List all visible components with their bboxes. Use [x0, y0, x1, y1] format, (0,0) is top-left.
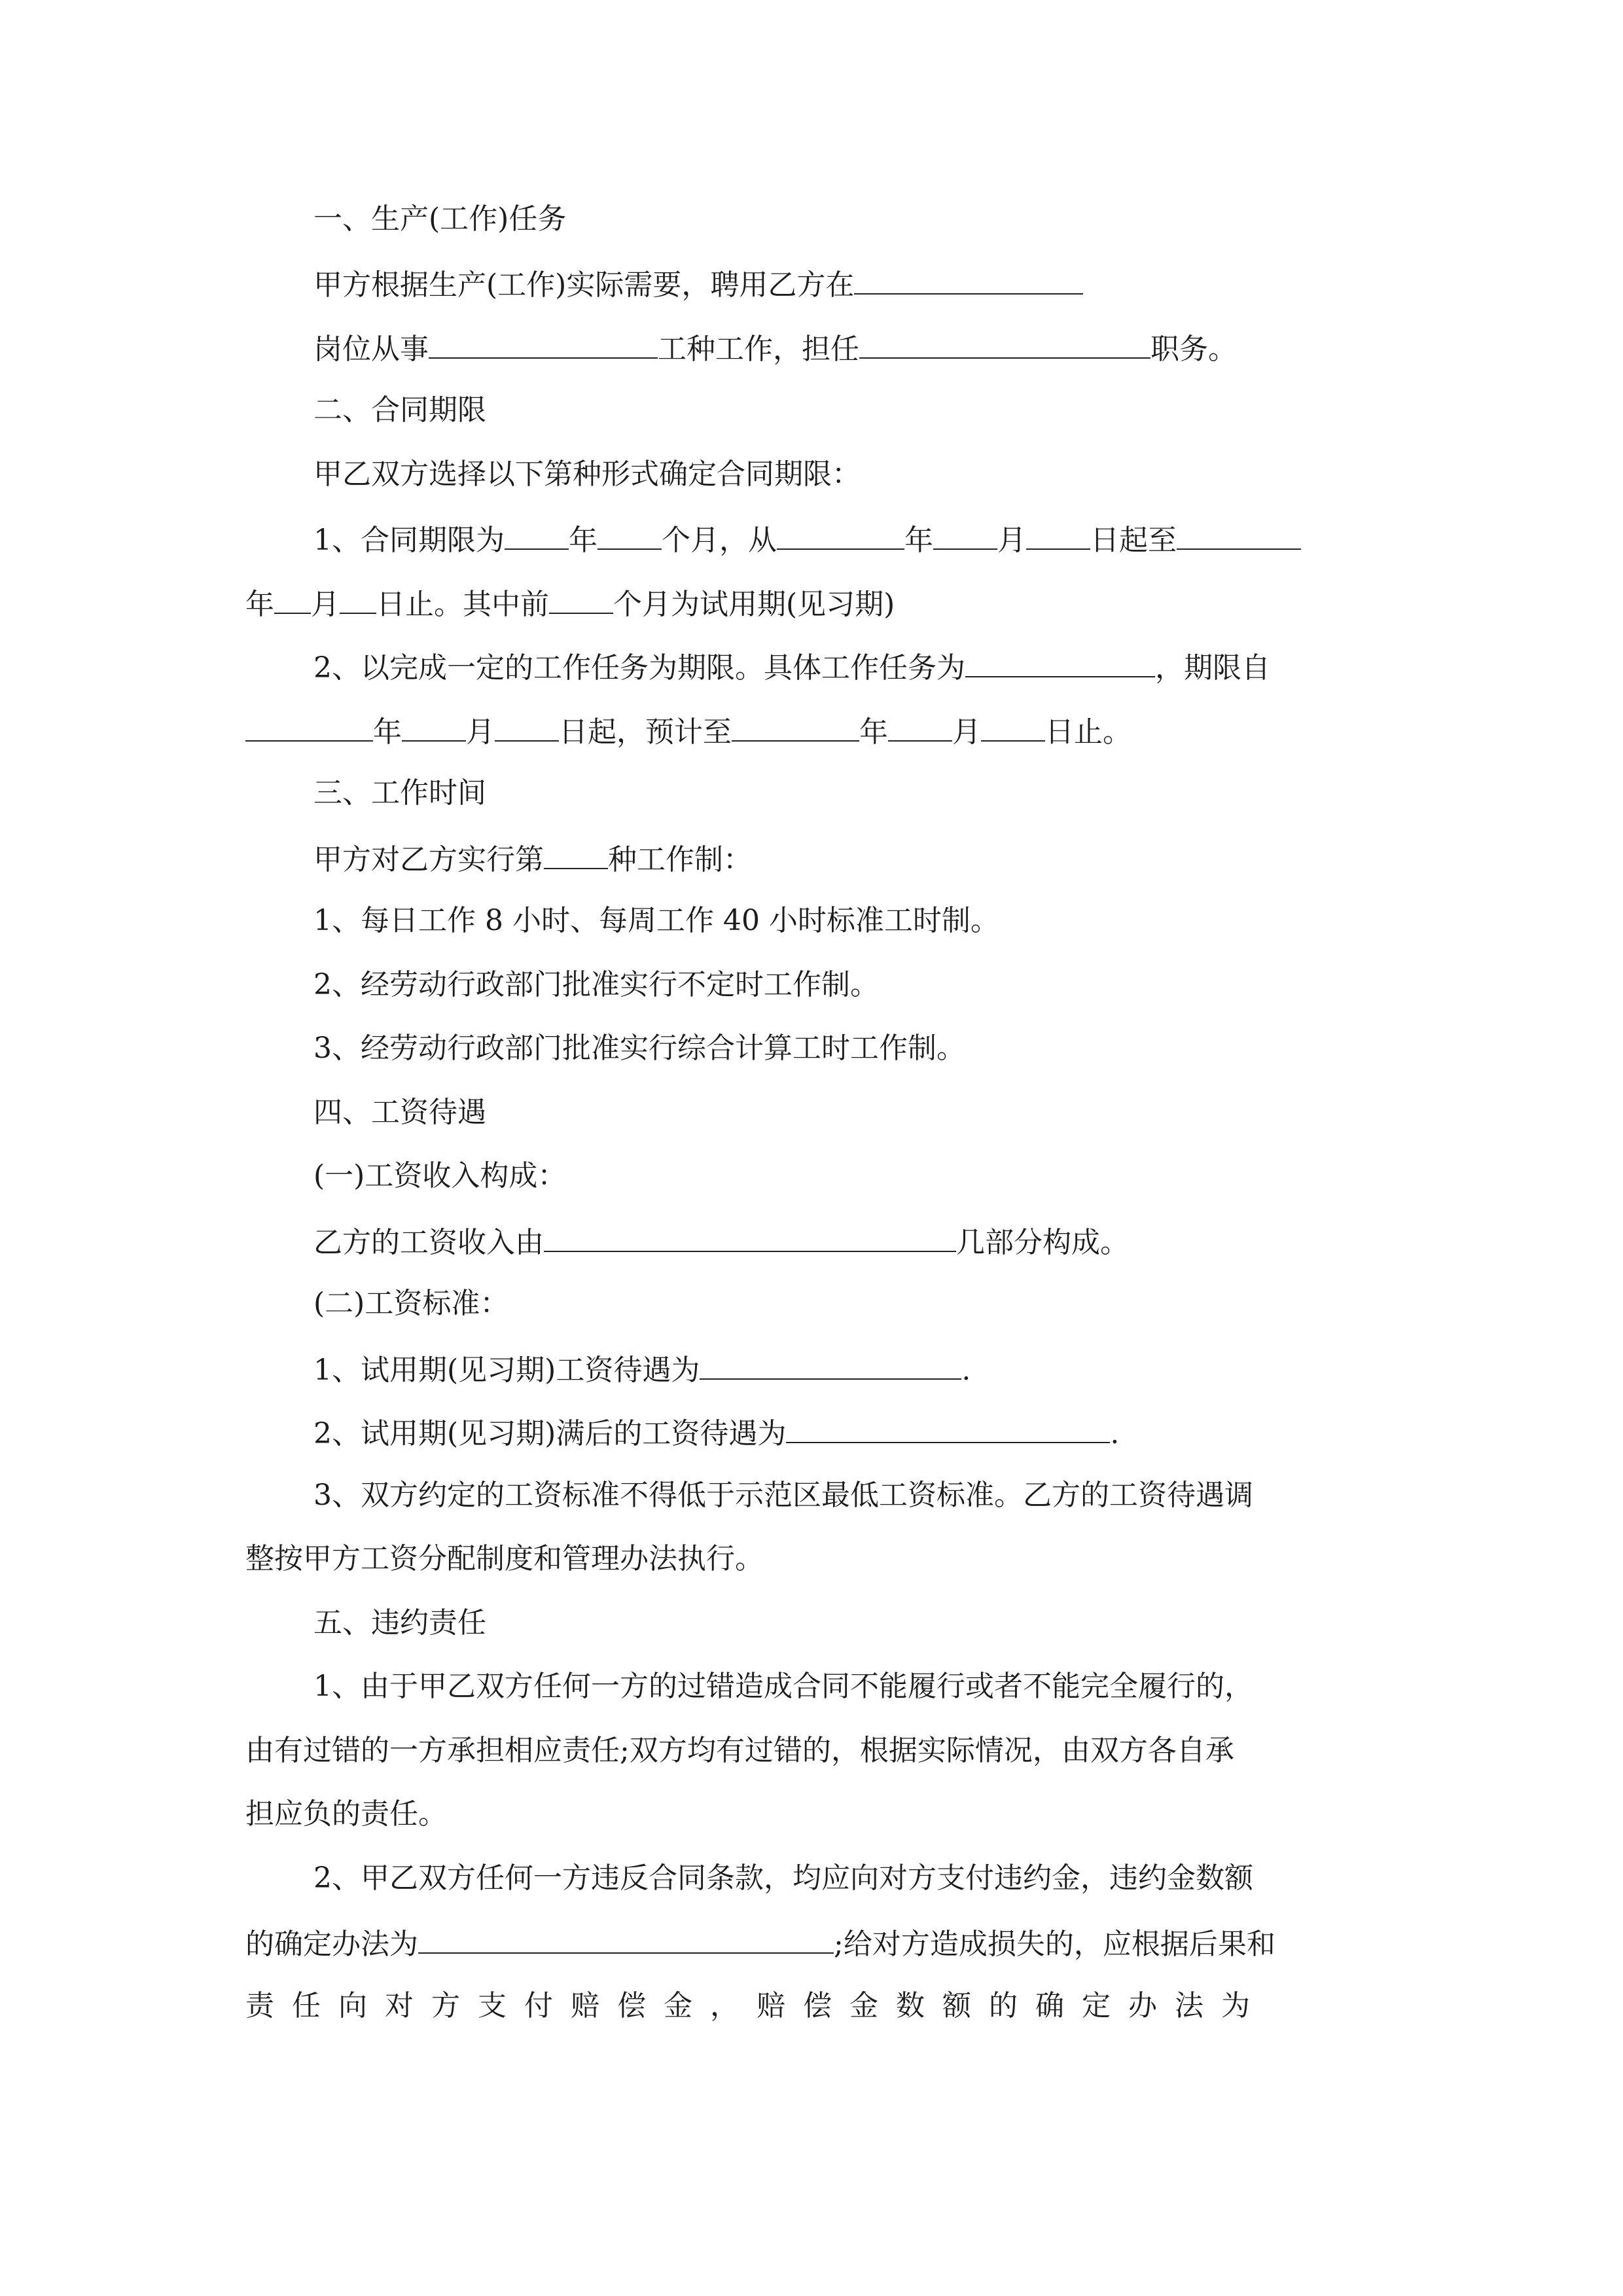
paragraph-line: [313, 1284, 508, 1323]
paragraph-line: [313, 838, 752, 877]
text-run: 2、甲乙双方任何一方违反合同条款，均应向对方支付违约金，违约金数额: [313, 1861, 1253, 1895]
text-run: 职务。: [1150, 332, 1237, 366]
paragraph-line: [245, 1731, 1234, 1770]
fill-blank[interactable]: [544, 838, 608, 869]
text-run: .: [1110, 1417, 1120, 1450]
text-run: 3、双方约定的工资标准不得低于示范区最低工资标准。乙方的工资待遇调: [313, 1479, 1253, 1512]
fill-blank[interactable]: [505, 518, 569, 550]
text-run: 整按甲方工资分配制度和管理办法执行。: [245, 1542, 764, 1575]
text-run: 3、经劳动行政部门批准实行综合计算工时工作制。: [313, 1031, 965, 1065]
fill-blank[interactable]: [777, 518, 904, 550]
fill-blank[interactable]: [1177, 518, 1301, 550]
text-run: 担应负的责任。: [245, 1797, 447, 1831]
text-run: 1、每日工作 8 小时、每周工作 40 小时标准工时制。: [313, 904, 999, 937]
paragraph-line: [245, 710, 1132, 749]
fill-blank[interactable]: [340, 583, 376, 614]
text-run: 的确定办法为: [245, 1928, 418, 1961]
fill-blank[interactable]: [732, 710, 859, 742]
section-heading-hours: [313, 774, 486, 813]
paragraph-line: [313, 327, 1237, 367]
text-run: 由有过错的一方承担相应责任;双方均有过错的，根据实际情况，由双方各自承: [245, 1734, 1234, 1767]
paragraph-line: [313, 1029, 965, 1068]
text-run: 日起，预计至: [559, 715, 732, 749]
text-run: 日起至: [1090, 524, 1177, 557]
section-heading-text: 四、工资待遇: [313, 1096, 486, 1129]
paragraph-line: [313, 1221, 1129, 1260]
text-run: (二)工资标准：: [313, 1287, 509, 1320]
fill-blank[interactable]: [859, 327, 1150, 359]
text-run: 岗位从事: [313, 332, 429, 366]
text-run: 几部分构成。: [956, 1226, 1129, 1259]
paragraph-line: [313, 1157, 566, 1196]
section-heading-text: 五、违约责任: [313, 1606, 486, 1640]
paragraph-line: [313, 901, 999, 941]
text-run: 年: [904, 524, 933, 557]
text-run: 2、经劳动行政部门批准实行不定时工作制。: [313, 968, 879, 1001]
text-run: 乙方的工资收入由: [313, 1226, 544, 1259]
text-run: 年: [245, 588, 274, 621]
paragraph-line: [245, 1795, 447, 1834]
text-run: 月: [952, 715, 981, 749]
text-run: ;给对方造成损失的，应根据后果和: [834, 1928, 1275, 1961]
text-run: (一)工资收入构成：: [313, 1159, 567, 1193]
section-heading-text: 三、工作时间: [313, 776, 486, 810]
text-run: 责任向对方支付赔偿金，赔偿金数额的确定办法为: [245, 1989, 1268, 2022]
paragraph-line: [313, 1859, 1253, 1898]
fill-blank[interactable]: [418, 1922, 834, 1954]
paragraph-line: [313, 965, 879, 1005]
section-heading-liability: [313, 1604, 486, 1643]
text-run: ，期限自: [1155, 651, 1270, 685]
paragraph-line: [313, 1476, 1253, 1515]
text-run: 工种工作，担任: [658, 332, 859, 366]
fill-blank[interactable]: [888, 710, 952, 742]
text-run: 日止。其中前: [376, 588, 549, 621]
paragraph-line: [313, 646, 1270, 685]
text-run: 甲方根据生产(工作)实际需要，聘用乙方在: [313, 268, 855, 302]
fill-blank[interactable]: [274, 583, 311, 614]
fill-blank[interactable]: [965, 646, 1155, 677]
fill-blank[interactable]: [245, 710, 373, 742]
fill-blank[interactable]: [402, 710, 466, 742]
paragraph-line: [313, 518, 1301, 558]
paragraph-line: [313, 455, 861, 494]
paragraph-line: [245, 583, 895, 622]
text-run: 2、试用期(见习期)满后的工资待遇为: [313, 1417, 787, 1450]
paragraph-line: [313, 263, 1083, 302]
paragraph-line: [245, 1539, 764, 1579]
section-heading-wages: [313, 1093, 486, 1132]
paragraph-line: [313, 1348, 971, 1388]
text-run: 月: [997, 524, 1026, 557]
text-run: 年: [859, 715, 888, 749]
fill-blank[interactable]: [549, 583, 613, 614]
text-run: 1、由于甲乙双方任何一方的过错造成合同不能履行或者不能完全履行的，: [313, 1670, 1253, 1703]
paragraph-line: [313, 1667, 1253, 1706]
fill-blank[interactable]: [981, 710, 1045, 742]
section-heading-text: 一、生产(工作)任务: [313, 202, 567, 236]
section-heading-task: [313, 200, 566, 239]
paragraph-line: [245, 1922, 1275, 1962]
section-heading-text: 二、合同期限: [313, 393, 486, 427]
fill-blank[interactable]: [597, 518, 662, 550]
fill-blank[interactable]: [786, 1412, 1110, 1443]
paragraph-line: [313, 1412, 1119, 1451]
text-run: 甲方对乙方实行第: [313, 843, 544, 876]
fill-blank[interactable]: [1026, 518, 1090, 550]
text-run: 日止。: [1045, 715, 1132, 749]
text-run: 种工作制：: [608, 843, 752, 876]
fill-blank[interactable]: [933, 518, 997, 550]
text-run: 个月，从: [662, 524, 777, 557]
paragraph-line: [245, 1986, 1268, 2026]
fill-blank[interactable]: [700, 1348, 961, 1380]
text-run: 年: [373, 715, 402, 749]
text-run: .: [961, 1354, 971, 1387]
fill-blank[interactable]: [429, 327, 658, 359]
text-run: 1、合同期限为: [313, 524, 505, 557]
text-run: 2、以完成一定的工作任务为期限。具体工作任务为: [313, 651, 965, 685]
fill-blank[interactable]: [854, 263, 1083, 295]
text-run: 年: [569, 524, 597, 557]
section-heading-term: [313, 391, 486, 430]
text-run: 月: [311, 588, 340, 621]
text-run: 甲乙双方选择以下第种形式确定合同期限：: [313, 457, 861, 491]
text-run: 个月为试用期(见习期): [613, 588, 895, 621]
fill-blank[interactable]: [495, 710, 559, 742]
fill-blank[interactable]: [544, 1221, 956, 1252]
text-run: 1、试用期(见习期)工资待遇为: [313, 1354, 700, 1387]
text-run: 月: [466, 715, 495, 749]
